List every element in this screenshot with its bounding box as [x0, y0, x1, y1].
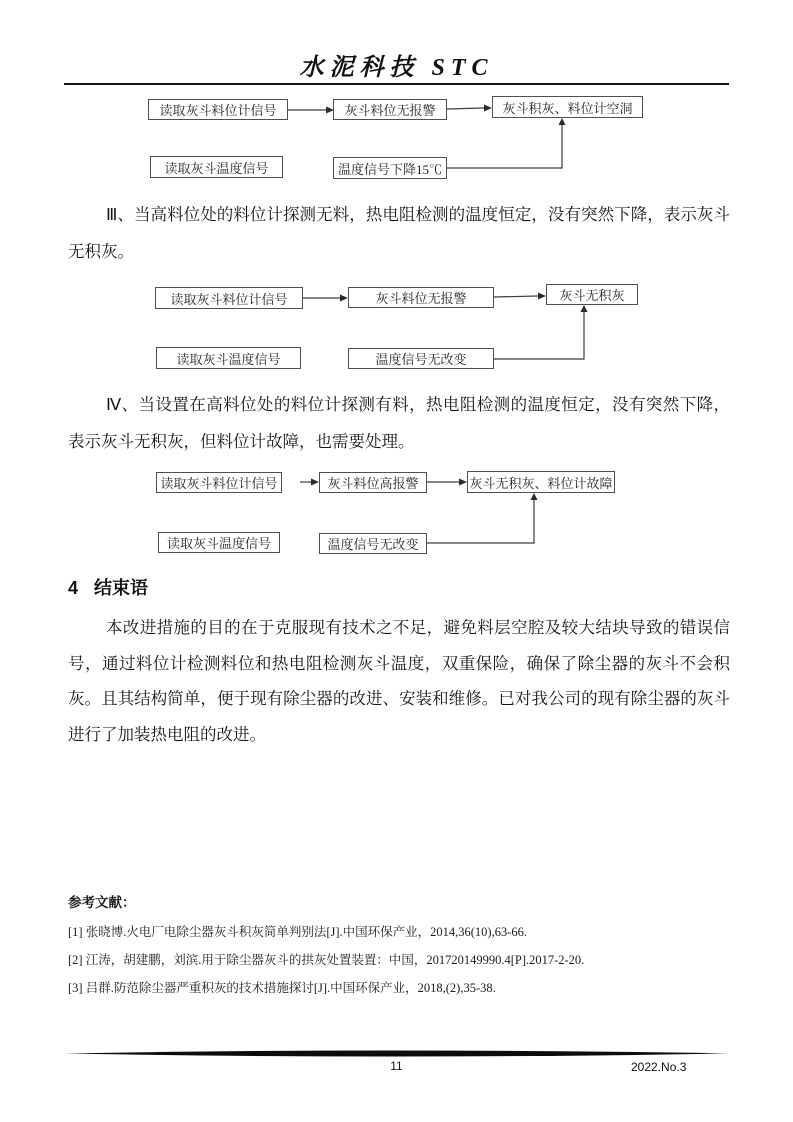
section-title: 结束语 [94, 578, 149, 598]
flowchart2-box-read-temp-signal: 读取灰斗温度信号 [156, 347, 301, 369]
flowchart1-box-result: 灰斗积灰、料位计空洞 [492, 96, 643, 118]
flowchart1-box-read-temp-signal: 读取灰斗温度信号 [150, 156, 283, 178]
reference-item-1: [1] 张晓博.火电厂电除尘器灰斗积灰简单判别法[J].中国环保产业，2014,36(10),63-66. [68, 925, 528, 939]
section-heading [68, 574, 148, 600]
journal-title: 水泥科技 STC [299, 55, 494, 81]
header-rule [64, 83, 729, 85]
flowchart3-box-read-temp-signal: 读取灰斗温度信号 [158, 532, 280, 553]
page-number: 11 [390, 1059, 403, 1073]
flowchart2-box-temp-unchanged: 温度信号无改变 [348, 348, 494, 369]
paragraph-item4: Ⅳ、当设置在高料位处的料位计探测有料，热电阻检测的温度恒定，没有突然下降，表示灰斗无积灰，但料位计故障，也需要处理。 [68, 395, 730, 451]
flowchart2-box-result: 灰斗无积灰 [546, 284, 638, 305]
flowchart1-box-temp-drop: 温度信号下降15℃ [333, 157, 447, 179]
references-heading: 参考文献： [68, 895, 136, 910]
section-number: 4 [68, 578, 79, 598]
footer-rule [64, 1049, 729, 1058]
flowchart2-box-no-level-alarm: 灰斗料位无报警 [348, 287, 494, 308]
flowchart3-box-temp-unchanged: 温度信号无改变 [319, 533, 427, 554]
flowchart2-box-read-level-signal: 读取灰斗料位计信号 [155, 287, 303, 309]
flowchart3-box-read-level-signal: 读取灰斗料位计信号 [156, 472, 282, 493]
issue-number: 2022.No.3 [631, 1060, 687, 1074]
flowchart1-box-read-level-signal: 读取灰斗料位计信号 [148, 99, 288, 120]
flowchart3-box-high-level-alarm: 灰斗料位高报警 [319, 472, 427, 493]
paragraph-item3: Ⅲ、当高料位处的料位计探测无料，热电阻检测的温度恒定，没有突然下降，表示灰斗无积灰。 [68, 205, 730, 261]
reference-item-2: [2] 江涛，胡建鹏，刘滨.用于除尘器灰斗的拱灰处置装置：中国，201720149990.4[P].2017-2-20. [68, 953, 585, 967]
reference-item-3: [3] 吕群.防范除尘器严重积灰的技术措施探讨[J].中国环保产业，2018,(2),35-38. [68, 981, 496, 995]
conclusion-paragraph: 本改进措施的目的在于克服现有技术之不足，避免料层空腔及较大结块导致的错误信号，通过料位计检测料位和热电阻检测灰斗温度，双重保险，确保了除尘器的灰斗不会积灰。且其结构简单，便于现有除尘器的改进、安装和维修。已对我公司的现有除尘器的灰斗进行了加装热电阻的改进。 [68, 618, 730, 744]
flowchart3-box-result: 灰斗无积灰、料位计故障 [467, 471, 615, 493]
flowchart1-box-no-level-alarm: 灰斗料位无报警 [333, 99, 447, 120]
